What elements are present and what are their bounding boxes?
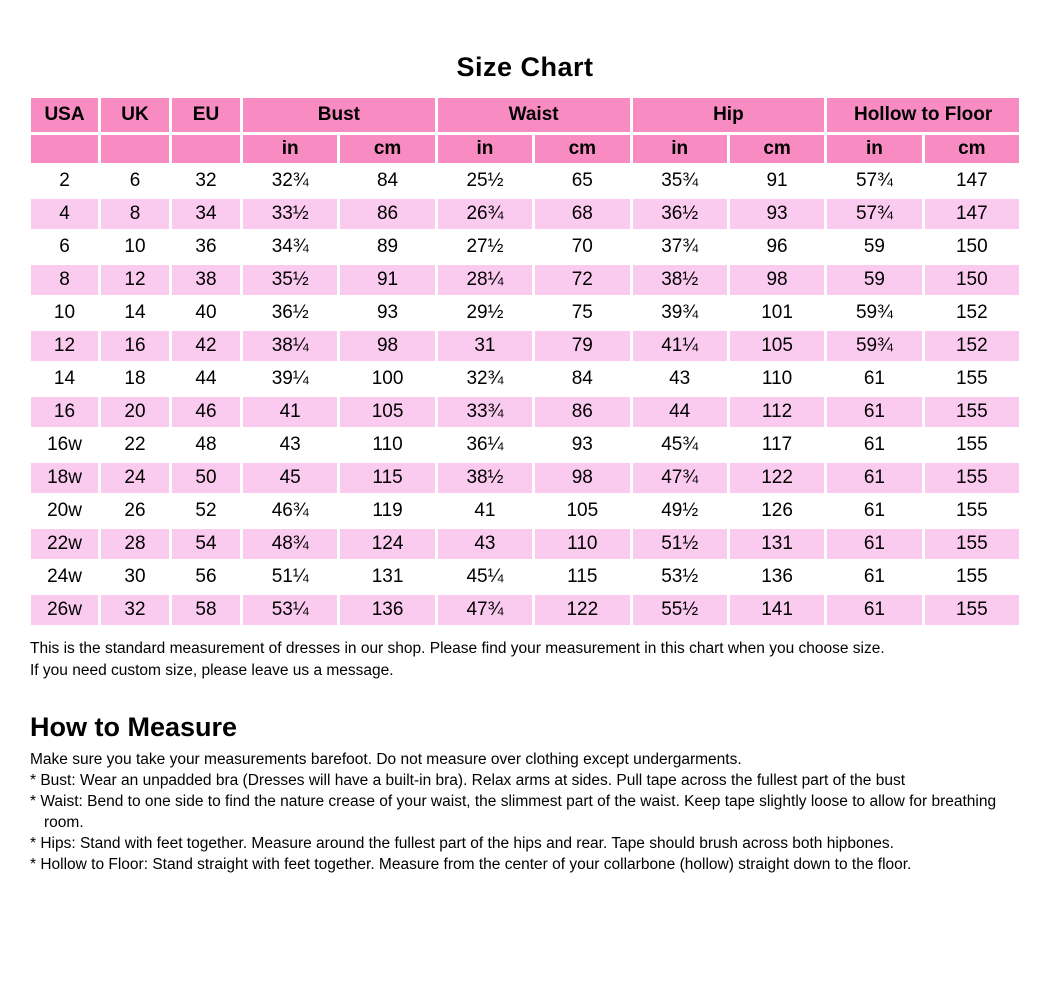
size-cell: 16w	[31, 430, 98, 460]
size-cell: 105	[730, 331, 824, 361]
size-cell: 2	[31, 166, 98, 196]
size-cell: 8	[101, 199, 169, 229]
table-row	[31, 562, 1019, 592]
size-cell: 155	[925, 364, 1019, 394]
size-cell: 131	[730, 529, 824, 559]
size-cell: 152	[925, 331, 1019, 361]
size-cell: 18	[101, 364, 169, 394]
size-cell: 110	[535, 529, 629, 559]
table-header	[31, 98, 1019, 163]
size-cell: 155	[925, 529, 1019, 559]
size-cell: 93	[535, 430, 629, 460]
size-cell: 155	[925, 430, 1019, 460]
size-cell: 8	[31, 265, 98, 295]
size-cell: 112	[730, 397, 824, 427]
col-header-hollow-to-floor: Hollow to Floor	[827, 98, 1019, 132]
size-cell: 53¼	[243, 595, 337, 625]
unit-header-blank	[31, 135, 98, 163]
unit-header-row	[31, 135, 1019, 163]
size-cell: 84	[535, 364, 629, 394]
size-cell: 110	[730, 364, 824, 394]
table-row	[31, 496, 1019, 526]
group-header-row	[31, 98, 1019, 132]
size-cell: 41	[243, 397, 337, 427]
size-cell: 155	[925, 562, 1019, 592]
size-cell: 26¾	[438, 199, 532, 229]
size-cell: 105	[535, 496, 629, 526]
size-cell: 33½	[243, 199, 337, 229]
size-cell: 12	[31, 331, 98, 361]
unit-header-in: in	[438, 135, 532, 163]
unit-header-in: in	[243, 135, 337, 163]
size-cell: 91	[340, 265, 434, 295]
size-cell: 68	[535, 199, 629, 229]
size-cell: 32	[172, 166, 240, 196]
size-cell: 36½	[633, 199, 727, 229]
size-cell: 155	[925, 397, 1019, 427]
size-cell: 28	[101, 529, 169, 559]
size-cell: 61	[827, 463, 921, 493]
size-cell: 57¾	[827, 199, 921, 229]
size-cell: 56	[172, 562, 240, 592]
size-cell: 136	[340, 595, 434, 625]
table-row	[31, 529, 1019, 559]
size-cell: 61	[827, 397, 921, 427]
size-cell: 51¼	[243, 562, 337, 592]
size-cell: 59	[827, 265, 921, 295]
size-cell: 55½	[633, 595, 727, 625]
size-cell: 124	[340, 529, 434, 559]
size-cell: 45	[243, 463, 337, 493]
size-cell: 105	[340, 397, 434, 427]
size-cell: 34¾	[243, 232, 337, 262]
col-header-eu: EU	[172, 98, 240, 132]
size-cell: 91	[730, 166, 824, 196]
table-row	[31, 397, 1019, 427]
size-cell: 115	[340, 463, 434, 493]
size-cell: 36	[172, 232, 240, 262]
size-cell: 42	[172, 331, 240, 361]
size-cell: 46	[172, 397, 240, 427]
measure-waist-line: * Waist: Bend to one side to find the nature crease of your waist, the slimmest part of the waist. Keep tape slightly loose to allow for breathing room.	[30, 793, 997, 831]
size-cell: 100	[340, 364, 434, 394]
size-cell: 33¾	[438, 397, 532, 427]
size-cell: 61	[827, 430, 921, 460]
measure-intro-line: Make sure you take your measurements barefoot. Do not measure over clothing except undergarments.	[30, 751, 742, 768]
size-cell: 4	[31, 199, 98, 229]
size-cell: 152	[925, 298, 1019, 328]
table-row	[31, 199, 1019, 229]
size-cell: 39¾	[633, 298, 727, 328]
size-cell: 41	[438, 496, 532, 526]
size-cell: 61	[827, 595, 921, 625]
size-cell: 20	[101, 397, 169, 427]
note-line: This is the standard measurement of dresses in our shop. Please find your measurement in this chart when you choose size.	[30, 640, 885, 657]
size-cell: 136	[730, 562, 824, 592]
size-cell: 119	[340, 496, 434, 526]
size-cell: 84	[340, 166, 434, 196]
size-cell: 59¾	[827, 331, 921, 361]
size-cell: 24w	[31, 562, 98, 592]
size-cell: 31	[438, 331, 532, 361]
col-header-bust: Bust	[243, 98, 435, 132]
size-cell: 57¾	[827, 166, 921, 196]
size-cell: 36½	[243, 298, 337, 328]
size-cell: 96	[730, 232, 824, 262]
size-cell: 98	[340, 331, 434, 361]
table-row	[31, 298, 1019, 328]
measure-bust-line: * Bust: Wear an unpadded bra (Dresses will have a built-in bra). Relax arms at sides. Pull tape across the fullest part of the bust	[30, 772, 906, 789]
unit-header-blank	[101, 135, 169, 163]
size-cell: 30	[101, 562, 169, 592]
size-cell: 155	[925, 463, 1019, 493]
size-cell: 65	[535, 166, 629, 196]
unit-header-cm: cm	[925, 135, 1019, 163]
size-cell: 155	[925, 496, 1019, 526]
size-cell: 12	[101, 265, 169, 295]
table-row	[31, 166, 1019, 196]
page-title: Size Chart	[456, 52, 594, 82]
size-cell: 86	[535, 397, 629, 427]
unit-header-in: in	[827, 135, 921, 163]
size-cell: 61	[827, 364, 921, 394]
unit-header-blank	[172, 135, 240, 163]
size-cell: 18w	[31, 463, 98, 493]
size-cell: 6	[31, 232, 98, 262]
size-cell: 50	[172, 463, 240, 493]
size-cell: 70	[535, 232, 629, 262]
size-cell: 24	[101, 463, 169, 493]
size-cell: 27½	[438, 232, 532, 262]
note-line: If you need custom size, please leave us a message.	[30, 662, 394, 679]
measure-hollow-line: * Hollow to Floor: Stand straight with feet together. Measure from the center of your collarbone (hollow) straight down to the floor.	[30, 856, 912, 873]
size-cell: 44	[633, 397, 727, 427]
table-row	[31, 463, 1019, 493]
size-cell: 44	[172, 364, 240, 394]
size-cell: 48¾	[243, 529, 337, 559]
col-header-usa: USA	[31, 98, 98, 132]
size-cell: 22	[101, 430, 169, 460]
size-table-body	[31, 166, 1019, 625]
table-row	[31, 232, 1019, 262]
size-cell: 75	[535, 298, 629, 328]
table-row	[31, 364, 1019, 394]
size-cell: 32	[101, 595, 169, 625]
size-cell: 39¼	[243, 364, 337, 394]
size-cell: 47¾	[438, 595, 532, 625]
size-cell: 29½	[438, 298, 532, 328]
size-cell: 59¾	[827, 298, 921, 328]
size-cell: 43	[243, 430, 337, 460]
size-cell: 45¼	[438, 562, 532, 592]
table-row	[31, 265, 1019, 295]
size-cell: 22w	[31, 529, 98, 559]
size-cell: 32¾	[438, 364, 532, 394]
unit-header-in: in	[633, 135, 727, 163]
table-row	[31, 595, 1019, 625]
table-row	[31, 430, 1019, 460]
size-cell: 38	[172, 265, 240, 295]
size-cell: 45¾	[633, 430, 727, 460]
size-cell: 61	[827, 562, 921, 592]
size-cell: 110	[340, 430, 434, 460]
size-cell: 37¾	[633, 232, 727, 262]
how-to-measure-heading: How to Measure	[30, 712, 238, 742]
size-cell: 147	[925, 199, 1019, 229]
how-to-measure-block	[30, 749, 1022, 875]
size-cell: 61	[827, 529, 921, 559]
size-cell: 10	[101, 232, 169, 262]
size-cell: 16	[31, 397, 98, 427]
size-cell: 35¾	[633, 166, 727, 196]
size-cell: 28¼	[438, 265, 532, 295]
size-cell: 34	[172, 199, 240, 229]
col-header-hip: Hip	[633, 98, 825, 132]
size-cell: 51½	[633, 529, 727, 559]
size-cell: 32¾	[243, 166, 337, 196]
size-cell: 14	[101, 298, 169, 328]
size-cell: 38¼	[243, 331, 337, 361]
size-cell: 72	[535, 265, 629, 295]
size-cell: 20w	[31, 496, 98, 526]
size-cell: 16	[101, 331, 169, 361]
size-cell: 52	[172, 496, 240, 526]
size-chart-table	[28, 95, 1022, 628]
size-cell: 126	[730, 496, 824, 526]
size-cell: 115	[535, 562, 629, 592]
table-row	[31, 331, 1019, 361]
size-cell: 47¾	[633, 463, 727, 493]
col-header-waist: Waist	[438, 98, 630, 132]
size-cell: 43	[438, 529, 532, 559]
size-cell: 46¾	[243, 496, 337, 526]
size-cell: 38½	[633, 265, 727, 295]
size-cell: 117	[730, 430, 824, 460]
size-cell: 86	[340, 199, 434, 229]
size-cell: 41¼	[633, 331, 727, 361]
size-cell: 35½	[243, 265, 337, 295]
size-cell: 53½	[633, 562, 727, 592]
size-cell: 25½	[438, 166, 532, 196]
size-cell: 98	[535, 463, 629, 493]
size-cell: 59	[827, 232, 921, 262]
col-header-uk: UK	[101, 98, 169, 132]
size-cell: 26w	[31, 595, 98, 625]
size-cell: 43	[633, 364, 727, 394]
size-cell: 131	[340, 562, 434, 592]
size-cell: 26	[101, 496, 169, 526]
size-cell: 155	[925, 595, 1019, 625]
size-cell: 38½	[438, 463, 532, 493]
size-cell: 10	[31, 298, 98, 328]
size-cell: 58	[172, 595, 240, 625]
unit-header-cm: cm	[340, 135, 434, 163]
size-cell: 89	[340, 232, 434, 262]
notes-block	[30, 638, 1020, 682]
unit-header-cm: cm	[535, 135, 629, 163]
size-cell: 14	[31, 364, 98, 394]
size-cell: 147	[925, 166, 1019, 196]
size-cell: 122	[730, 463, 824, 493]
size-cell: 54	[172, 529, 240, 559]
unit-header-cm: cm	[730, 135, 824, 163]
size-cell: 48	[172, 430, 240, 460]
size-cell: 122	[535, 595, 629, 625]
size-cell: 40	[172, 298, 240, 328]
size-cell: 93	[340, 298, 434, 328]
size-cell: 49½	[633, 496, 727, 526]
size-cell: 36¼	[438, 430, 532, 460]
size-cell: 141	[730, 595, 824, 625]
size-cell: 6	[101, 166, 169, 196]
size-cell: 150	[925, 265, 1019, 295]
size-cell: 93	[730, 199, 824, 229]
size-cell: 98	[730, 265, 824, 295]
size-cell: 61	[827, 496, 921, 526]
size-cell: 150	[925, 232, 1019, 262]
size-cell: 101	[730, 298, 824, 328]
measure-hips-line: * Hips: Stand with feet together. Measure around the fullest part of the hips and rear. Tape should brush across both hipbones.	[30, 835, 894, 852]
size-cell: 79	[535, 331, 629, 361]
